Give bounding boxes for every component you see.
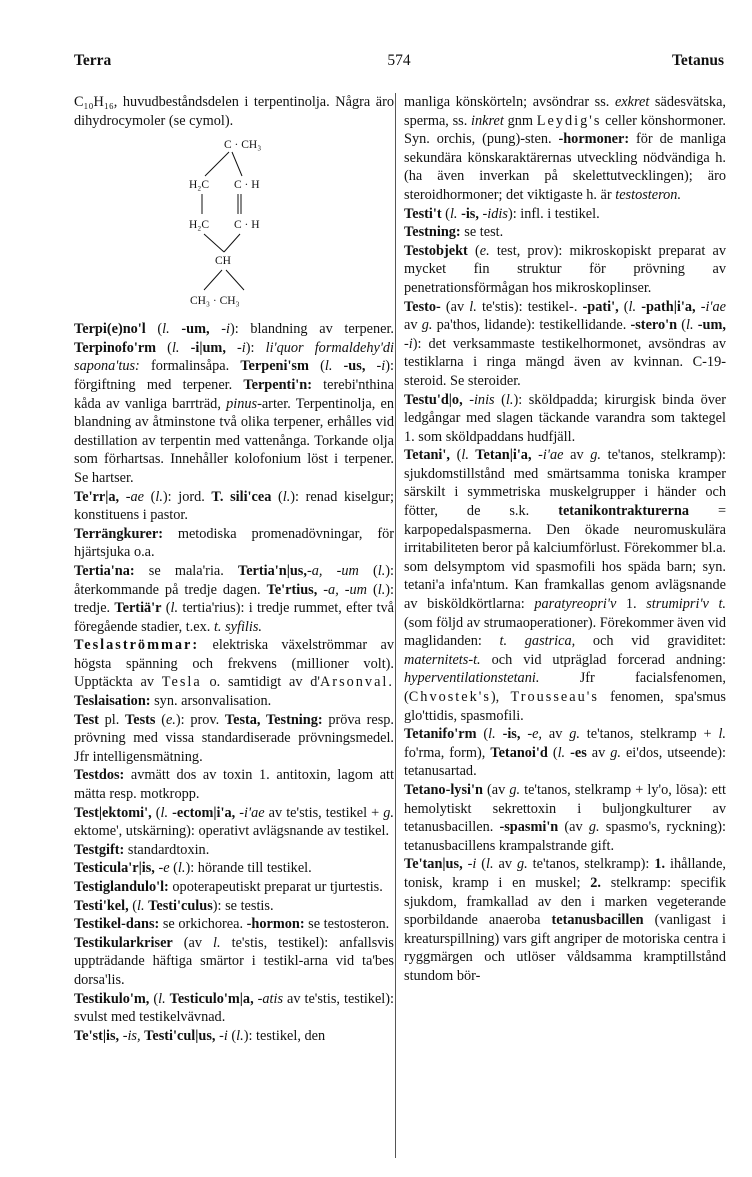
entry-text: l. [171, 339, 180, 356]
entry-text: li'quor formaldehy'di sapona'tus: [74, 339, 395, 375]
headword: Testa, Testning: [224, 711, 323, 728]
entry-text: g. [383, 804, 394, 821]
entry-text: -a, -um [306, 562, 359, 579]
entry-text: av [542, 726, 570, 743]
headword: Testi't [404, 205, 442, 222]
entry-text: ektome', utskärning): operativt avlägsnande av testikel. [74, 823, 390, 840]
entry-text: prövа resp. prövning med vissa standardiserade prövningsmedel. Jfr intelligensmätning. [74, 711, 394, 765]
bond-line [204, 234, 224, 252]
entry-text: ihållande, tonisk, kramp i en muskel; [404, 856, 726, 891]
dictionary-entry [74, 878, 394, 897]
entry-text: l. [377, 562, 386, 579]
bond-line [226, 270, 244, 290]
entry-text: t. gastrica, [499, 633, 576, 650]
entry-text: -is, [122, 1027, 141, 1044]
entry-text: tertia'rius): i tredje rummet, efter två föregående stadier, t.ex. [74, 600, 394, 635]
headword: T. sili'cea [211, 488, 272, 505]
entry-text: g. [590, 447, 601, 464]
headword: Tetani', [404, 447, 450, 464]
entry-text: fenomen, spa'smus glo'ttidis, spasmofili. [404, 689, 726, 724]
entry-text: ): det verksammaste testikelhormonet, avsöndras av testiklarna i ringa mängd även av kvinnan. C-19-steroid. Se steroider. [404, 335, 726, 389]
dictionary-entry [74, 525, 394, 562]
right-entries [404, 93, 726, 986]
entry-text: te'tanos, stelkramp + ly'o, lösa): ett hemolytiskt sekrettoxin i buljongkulturer av tetanusbacillen. [404, 781, 726, 836]
entry-text: g. [569, 726, 580, 743]
entry-text: paratyreopri'v [534, 596, 617, 613]
header-right-guideword: Tetanus [672, 52, 724, 69]
entry-text: pl. [98, 711, 126, 728]
dictionary-entry [404, 298, 726, 391]
entry-text: te'tanos, stelkramp): sjukdomstillstånd med smärtsamma toniska kramper särskilt i symmetriska muskelgrupper i händer och fötter, de s.k. [404, 447, 726, 520]
headword: -ectom|i'a, [168, 804, 240, 821]
entry-text: ): återkommande på tredje dagen. [74, 562, 394, 598]
headword: -um, [693, 317, 726, 334]
intro-text: C₁₀H₁₆, huvudbeståndsdelen i terpentinolja. Några äro dihydrocymoler (se cymol). [74, 94, 394, 129]
right-column [404, 93, 726, 986]
headword: Testdos: [74, 767, 125, 784]
entry-text: ( [161, 600, 171, 617]
entry-text: inkret [471, 112, 504, 129]
entry-text: -arter. Terpentinolja, en blandning av åtminstone två olika terpener, erhålles vid destillation av terpentin med vattenånga. Torkande olja som förhartsas. Innehåller kolofonium löst i terpener. Se hartser. [74, 395, 394, 486]
entry-text: manliga könskörteln; avsöndrar ss. [404, 94, 615, 110]
entry-text: Trousseau's [510, 689, 599, 705]
entry-text: e. [479, 242, 490, 259]
entry-text: ): prov. [175, 711, 225, 728]
entry-text: ( [449, 447, 462, 464]
entry-text: g. [509, 781, 521, 798]
dictionary-entry [404, 223, 726, 242]
entry-text: ( [227, 1027, 237, 1044]
dictionary-entry [74, 841, 394, 860]
entry-text: ( [547, 744, 558, 761]
entry-text: test, prov): mikroskopiskt preparat av mycket fin struktur för prövning av penetrationsförmågan hos mikroskoplinser. [404, 242, 726, 296]
entry-text: (som följd av strumaoperationer). Förekommer även vid maglidanden: [404, 614, 726, 650]
headword: -hormoner: [558, 131, 630, 148]
entry-text: -inis [469, 391, 495, 408]
entry-text: ): testikel, den [243, 1027, 326, 1044]
dictionary-entry [404, 242, 726, 298]
entry-text: ( [155, 711, 166, 728]
headword: Testi'cul|us, [144, 1027, 216, 1044]
headword: Tetanifo'rm [404, 726, 477, 743]
entry-text: g. [516, 856, 528, 873]
header-left-guideword: Terra [74, 52, 112, 69]
headword: Testi'kel, [74, 897, 129, 914]
entry-text: syn. arsonvalisation. [150, 693, 272, 710]
formula-left-lower-label: H₂C [189, 219, 209, 232]
headword: Tetan|i'a, [468, 447, 539, 464]
entry-text: ): hörande till testikel. [185, 860, 312, 877]
dictionary-entry [74, 859, 394, 878]
entry-text: l. [158, 990, 166, 1007]
entry-text: av te'stis, testikel + [264, 804, 384, 821]
entry-text: ( [467, 242, 480, 259]
entry-text: l. [177, 860, 186, 877]
entry-text: ( [618, 298, 629, 315]
entry-text: ( [143, 488, 156, 505]
entry-text: av [586, 744, 611, 761]
entry-text: l. [718, 726, 726, 743]
entry-text: och vid graviditet: [575, 633, 726, 650]
dictionary-entry [74, 1027, 394, 1046]
entry-text: ( [494, 391, 506, 408]
entry-text: ): se testis. [212, 897, 274, 914]
bond-line [204, 270, 222, 290]
dictionary-entry [404, 446, 726, 725]
entry-text: -i [404, 335, 413, 352]
headword: Te'rtius, [266, 581, 318, 598]
entry-text: g. [610, 744, 621, 761]
column-divider [395, 93, 396, 1158]
headword: Te'rr|a, [74, 488, 120, 505]
entry-text: se testosteron. [304, 916, 390, 933]
headword: Teslaisation: [74, 693, 151, 710]
entry-text: ): förgiftning med terpener. [74, 358, 395, 393]
headword: Tetano-lysi'n [404, 781, 483, 798]
dictionary-entry [74, 636, 394, 710]
headword: Terpenti'n: [243, 376, 312, 393]
dictionary-entry [404, 781, 726, 855]
entry-text: se test. [460, 224, 504, 241]
headword: Tests [125, 711, 156, 728]
headword: Tetanoi'd [490, 744, 548, 761]
dictionary-entry [404, 855, 726, 985]
formula-middle-label: CH [215, 255, 231, 268]
entry-text: l. [461, 447, 469, 464]
entry-text: (av [482, 781, 510, 798]
headword: Terpi(e)no'l [74, 321, 146, 338]
entry-text: -idis [482, 205, 508, 222]
entry-text: te'tanos, stelkramp): [527, 856, 655, 873]
headword: Testo- [404, 298, 441, 315]
headword: Test|ektomi', [74, 804, 152, 821]
headword: -pati', [582, 298, 619, 315]
entry-text: av te'stis, testikel): svulst med testikelvävnad. [74, 990, 394, 1026]
entry-text: ( [367, 581, 378, 598]
entry-text: elektriska växelströmmar av högsta spänning och frekvens (millioner volt). Upptäckta av [74, 637, 394, 691]
headword: Testgift: [74, 841, 125, 858]
dictionary-entry [404, 93, 726, 205]
entry-text: 1. [616, 596, 647, 613]
entry-text: (av [440, 298, 470, 315]
headword: -is, [457, 205, 483, 222]
bond-line [224, 234, 240, 252]
entry-text [119, 489, 126, 505]
entry-text: pa'thos, lidande): testikellidande. [432, 317, 631, 334]
headword: Testi'culus [148, 897, 213, 914]
entry-text: ): tredje. [74, 581, 395, 617]
entry-text: opoterapeutiskt preparat ur tjurtestis. [168, 879, 383, 895]
headword: Test [74, 711, 99, 728]
left-entries [74, 320, 394, 1045]
entry-text: e. [165, 711, 176, 728]
entry-text: g. [421, 317, 433, 334]
entry-text: te'stis, testikel): anfallsvis uppträdande häftiga smärtor i testikl-arna vid ta'bes dorsa'lis. [74, 934, 394, 988]
headword: -is, [495, 726, 528, 743]
entry-text: l. [236, 1027, 244, 1044]
entry-text: o. samtidigt av d' [201, 674, 320, 691]
bond-line [205, 152, 229, 176]
headword: -i|um, [179, 339, 238, 356]
entry-text: l. [324, 358, 333, 375]
formula-top-label: C · CH₃ [224, 139, 262, 152]
headword: Testikulo'm, [74, 990, 150, 1007]
headword: Terpeni'sm [240, 358, 309, 375]
entry-text: avmätt dos av toxin 1. antitoxin, lagom att mätta resp. motkropp. [74, 767, 394, 803]
headword: tetanusbacillen [551, 912, 644, 929]
headword: Testu'd|o, [404, 391, 463, 408]
entry-text: av [404, 317, 422, 334]
headword: -um, [169, 321, 222, 338]
dictionary-entry [74, 711, 394, 767]
entry-text: -i'ae [700, 298, 726, 315]
headword: -us, [332, 358, 377, 375]
entry-text: ( [476, 726, 489, 743]
headword: Terpinofo'rm [74, 339, 157, 356]
entry-text: -i [467, 856, 477, 873]
entry-text: -a, -um [323, 581, 367, 598]
entry-text: ( [145, 321, 163, 338]
entry-text: ), [490, 689, 511, 705]
entry-text: fo'rma, form), [404, 744, 491, 761]
entry-text: stelkramp: specifik sjukdom, framkallad av den i marken vegeterande sporbildande anaeroba [404, 874, 726, 929]
entry-text: terebi'nthina kåda av vanliga barrträd, [74, 376, 394, 412]
headword: 1. [654, 856, 666, 873]
headword: Teslaströmmar: [74, 637, 200, 654]
headword: Tertia'n|us, [237, 562, 307, 579]
entry-text: ( [128, 897, 138, 914]
entry-text: l. [377, 581, 386, 598]
dictionary-entry [74, 320, 394, 487]
entry-text: -ae [125, 488, 144, 505]
entry-text: och vid utpräglad forcerad andning: [480, 651, 726, 668]
formula-right-lower-label: C · H [234, 219, 260, 232]
headword: Testning: [404, 224, 461, 241]
dictionary-entry [74, 766, 394, 803]
entry-text: ( [358, 562, 378, 579]
dictionary-entry [404, 205, 726, 224]
headword: -es [565, 744, 587, 761]
formula-bottom-label: CH₃ · CH₃ [190, 295, 240, 308]
headword: 2. [590, 874, 601, 891]
entry-text: testosteron. [615, 186, 682, 203]
entry-text: -atis [257, 990, 284, 1007]
headword: Testikel-dans: [74, 916, 160, 933]
dictionary-entry [74, 990, 394, 1027]
entry-text: Jfr facialsfenomen, ( [404, 670, 726, 705]
headword: Testiculo'm|a, [169, 990, 254, 1007]
entry-text: ( [677, 317, 687, 334]
entry-text: l. [137, 897, 145, 914]
headword: Testobjekt [404, 242, 468, 259]
entry-text: maternitets-t. [404, 651, 481, 668]
entry-text: av [493, 856, 517, 873]
entry-text: t. syfilis. [213, 618, 263, 635]
entry-text: l. [488, 726, 496, 743]
entry-text: standardtoxin. [124, 841, 210, 858]
structure-svg [74, 134, 394, 314]
entry-text: ( [308, 358, 325, 375]
entry-text: l. [213, 934, 221, 951]
entry-text: ): blandning av terpener. [229, 321, 394, 338]
entry-text: ei'dos, utseende): tetanusartad. [404, 744, 726, 780]
entry-text: pinus [226, 395, 258, 412]
entry-text: se mala'ria. [134, 562, 238, 579]
entry-text: ( [169, 860, 178, 877]
headword: Tertia'na: [74, 562, 135, 579]
entry-text: (vanligast i kreaturspillning) vars gift angriper de motoriska centra i ryggmärgen och utlöser våldsamma kramptillstånd stundom bör- [404, 912, 726, 984]
dictionary-entry [74, 897, 394, 916]
entry-text: te'tanos, stelkramp + [579, 726, 719, 743]
entry-text: gnm [503, 112, 537, 129]
entry-text: te'stis): testikel-. [476, 298, 583, 315]
entry-text: -i'ae [239, 804, 265, 821]
entry-text: l. [449, 205, 458, 222]
entry-text: -e, [527, 726, 542, 743]
entry-text: formalinsåpa. [139, 358, 241, 375]
entry-text: -i [237, 339, 246, 356]
dictionary-entry [74, 915, 394, 934]
headword: -stero'n [630, 317, 678, 334]
entry-text: ( [476, 856, 487, 873]
entry-text: l. [160, 804, 169, 821]
entry-text: metodiska promenadövningar, för hjärtsjuka o.a. [74, 525, 394, 561]
entry-text: l. [282, 488, 291, 505]
bond-line [232, 152, 242, 176]
headword: Tertiä'r [114, 600, 162, 617]
entry-text: l. [557, 744, 566, 761]
headword: tetanikontrakturerna [558, 503, 689, 520]
dictionary-entry [74, 562, 394, 636]
headword: Te'tan|us, [404, 856, 463, 873]
terpene-structure-diagram [74, 134, 394, 314]
headword: Testikularkriser [74, 934, 173, 951]
entry-text: = karpopedalspasmerna. Den ökade neuromuskulära irritabiliteten beror på kalciumförlust. Förekommer bl.a. som delsymptom vid spasmofili hos späda barn; syn. tetani'a infa'ntum. Kan framkallas genom avlägsnande av bisköldkörtlarna: [404, 503, 727, 613]
entry-text: l. [155, 488, 163, 505]
formula-left-upper-label: H₂C [189, 179, 209, 192]
entry-text: spasmo's, ryckning): tetanusbacillens krampalstrande gift. [404, 819, 726, 854]
entry-text: Tesla [161, 674, 202, 691]
entry-text: ( [271, 488, 283, 505]
dictionary-entry [404, 725, 726, 781]
entry-text: -i [221, 321, 230, 338]
entry-text: ): infl. i testikel. [507, 205, 600, 222]
entry-text: -e [158, 860, 170, 877]
entry-text: (av [172, 934, 214, 951]
entry-text: sädesvätska, sperma, ss. [404, 94, 726, 129]
headword: -path|i'a, [636, 298, 701, 315]
headword: -spasmi'n [499, 819, 559, 836]
entry-text: hyperventilationstetani. [404, 670, 540, 687]
headword: -hormon: [246, 916, 305, 933]
entry-text: l. [628, 298, 637, 315]
entry-text: av [563, 447, 591, 464]
entry-text: g. [588, 819, 600, 836]
entry-text: -i'ae [538, 447, 564, 464]
entry-text: strumipri'v t. [646, 596, 726, 613]
dictionary-entry [74, 934, 394, 990]
entry-text: l. [486, 856, 494, 873]
entry-text: exkret [614, 94, 650, 110]
entry-text: se orkichorea. [159, 916, 247, 933]
page-number: 574 [387, 52, 411, 69]
entry-text: Arsonval. [319, 674, 394, 691]
headword: Testiglandulo'l: [74, 879, 169, 895]
entry-text: -i [219, 1027, 228, 1044]
dictionary-entry [74, 804, 394, 841]
entry-text: Chvostek's [408, 689, 491, 705]
entry-text: Leydig's [536, 112, 602, 129]
entry-text: -i [376, 358, 386, 375]
left-column [74, 93, 394, 1045]
dictionary-entry [74, 488, 394, 525]
entry-text: ): jord. [162, 488, 212, 505]
entry-text: ( [441, 205, 450, 222]
dictionary-entry [404, 391, 726, 447]
entry-text: l. [170, 600, 179, 617]
entry-text: ): [245, 339, 266, 356]
entry-text: l. [162, 321, 170, 338]
entry-text: l. [686, 317, 694, 334]
entry-text: ( [149, 990, 159, 1007]
entry-text: l. [505, 391, 514, 408]
entry-text: ( [156, 339, 172, 356]
entry-text: ): sköldpadda; kirurgisk binda över ledgångar med slagen täckande varandra som taktegel 1. som sköldpaddans hudfjäll. [404, 391, 726, 445]
headword: Terrängkurer: [74, 525, 163, 542]
formula-right-upper-label: C · H [234, 179, 260, 192]
page-header [74, 52, 724, 76]
entry-text: ( [151, 804, 161, 821]
entry-text: (av [558, 819, 589, 836]
entry-text: för de manliga sekundära könskaraktärernas utveckling nödvändiga h. (ha även inverkan på skelettutvecklingen); äro steroidhormoner; det viktigaste h. är [404, 131, 726, 203]
entry-text: ): renad kiselgur; konstituens i pastor. [74, 488, 394, 524]
entry-text: celler könshormoner. Syn. orchis, (pung)-sten. [404, 112, 726, 148]
headword: Te'st|is, [74, 1027, 120, 1044]
entry-text: l. [469, 298, 477, 315]
headword: Testicula'r|is, [74, 860, 155, 877]
